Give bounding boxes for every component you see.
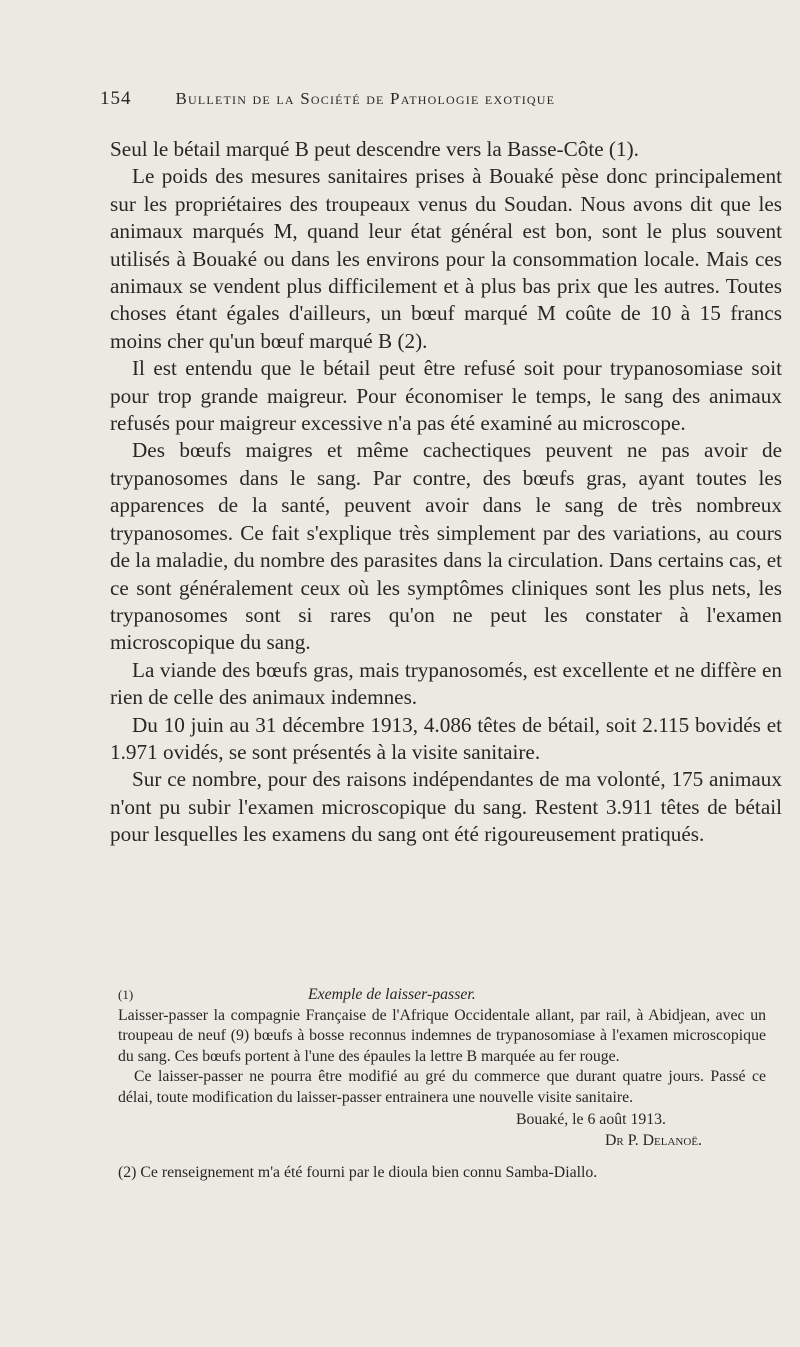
paragraph: Le poids des mesures sanitaires prises à Bouaké pèse donc principalement sur les propriétaires des troupeaux venus du Soudan. Nous avons dit que les animaux marqués M, quand leur état général est bon, sont le plus souvent utilisés à Bouaké ou dans les environs pour la consommation locale. Mais ces animaux se vendent plus difficilement et à plus bas prix que les autres. Toutes choses étant égales d'ailleurs, un bœuf marqué M coûte de 10 à 15 francs moins cher qu'un bœuf marqué B (2). [110, 164, 782, 353]
footnote-1-mark: (1) [118, 987, 134, 1002]
body-text [110, 136, 782, 849]
paragraph: Des bœufs maigres et même cachectiques peuvent ne pas avoir de trypanosomes dans le sang. Par contre, des bœufs gras, ayant toutes les apparences de la santé, peuvent avoir dans le sang de très nombreux trypanosomes. Ce fait s'explique très simplement par des variations, au cours de la maladie, du nombre des parasites dans la circulation. Dans certains cas, et ce sont généralement ceux où les symptômes cliniques sont les plus nets, les trypanosomes sont si rares qu'on ne peut les constater à l'examen microscopique du sang. [110, 438, 782, 655]
paragraph: Sur ce nombre, pour des raisons indépendantes de ma volonté, 175 animaux n'ont pu subir l'examen microscopique du sang. Restent 3.911 têtes de bétail pour lesquelles les examens du sang ont été rigoureusement pratiqués. [110, 767, 782, 847]
footnote-1-signature: Dr P. Delanoë. [605, 1131, 702, 1149]
running-title: Bulletin de la Société de Pathologie exotique [175, 89, 556, 108]
footnote-1-title: Exemple de laisser-passer. [308, 986, 476, 1003]
footnote-1-heading [118, 985, 766, 1006]
paragraph: Du 10 juin au 31 décembre 1913, 4.086 têtes de bétail, soit 2.115 bovidés et 1.971 ovidés, se sont présentés à la visite sanitaire. [110, 712, 782, 764]
running-header [100, 88, 700, 110]
footnote-1-paragraph: Laisser-passer la compagnie Française de l'Afrique Occidentale allant, par rail, à Abidjean, avec un troupeau de neuf (9) bœufs à bosse reconnus indemnes de trypanosomiase à l'examen microscopique du sang. Ces bœufs portent à l'une des épaules la lettre B marquée au fer rouge. [118, 1006, 766, 1065]
footnote-2: (2) Ce renseignement m'a été fourni par le dioula bien connu Samba-Diallo. [118, 1164, 598, 1181]
footnote-1-place-date: Bouaké, le 6 août 1913. [515, 1111, 666, 1128]
page-number: 154 [100, 88, 132, 109]
paragraph: La viande des bœufs gras, mais trypanosomés, est excellente et ne diffère en rien de celle des animaux indemnes. [110, 657, 782, 710]
footnotes [118, 985, 766, 1184]
paragraph: Seul le bétail marqué B peut descendre vers la Basse-Côte (1). [110, 137, 639, 161]
paragraph: Il est entendu que le bétail peut être refusé soit pour trypanosomiase soit pour trop grande maigreur. Pour économiser le temps, le sang des animaux refusés pour maigreur excessive n'a pas été examiné au microscope. [110, 356, 782, 436]
footnote-1-paragraph: Ce laisser-passer ne pourra être modifié au gré du commerce que durant quatre jours. Passé ce délai, toute modification du laisser-passer entrainera une nouvelle visite sanitaire. [118, 1068, 766, 1106]
